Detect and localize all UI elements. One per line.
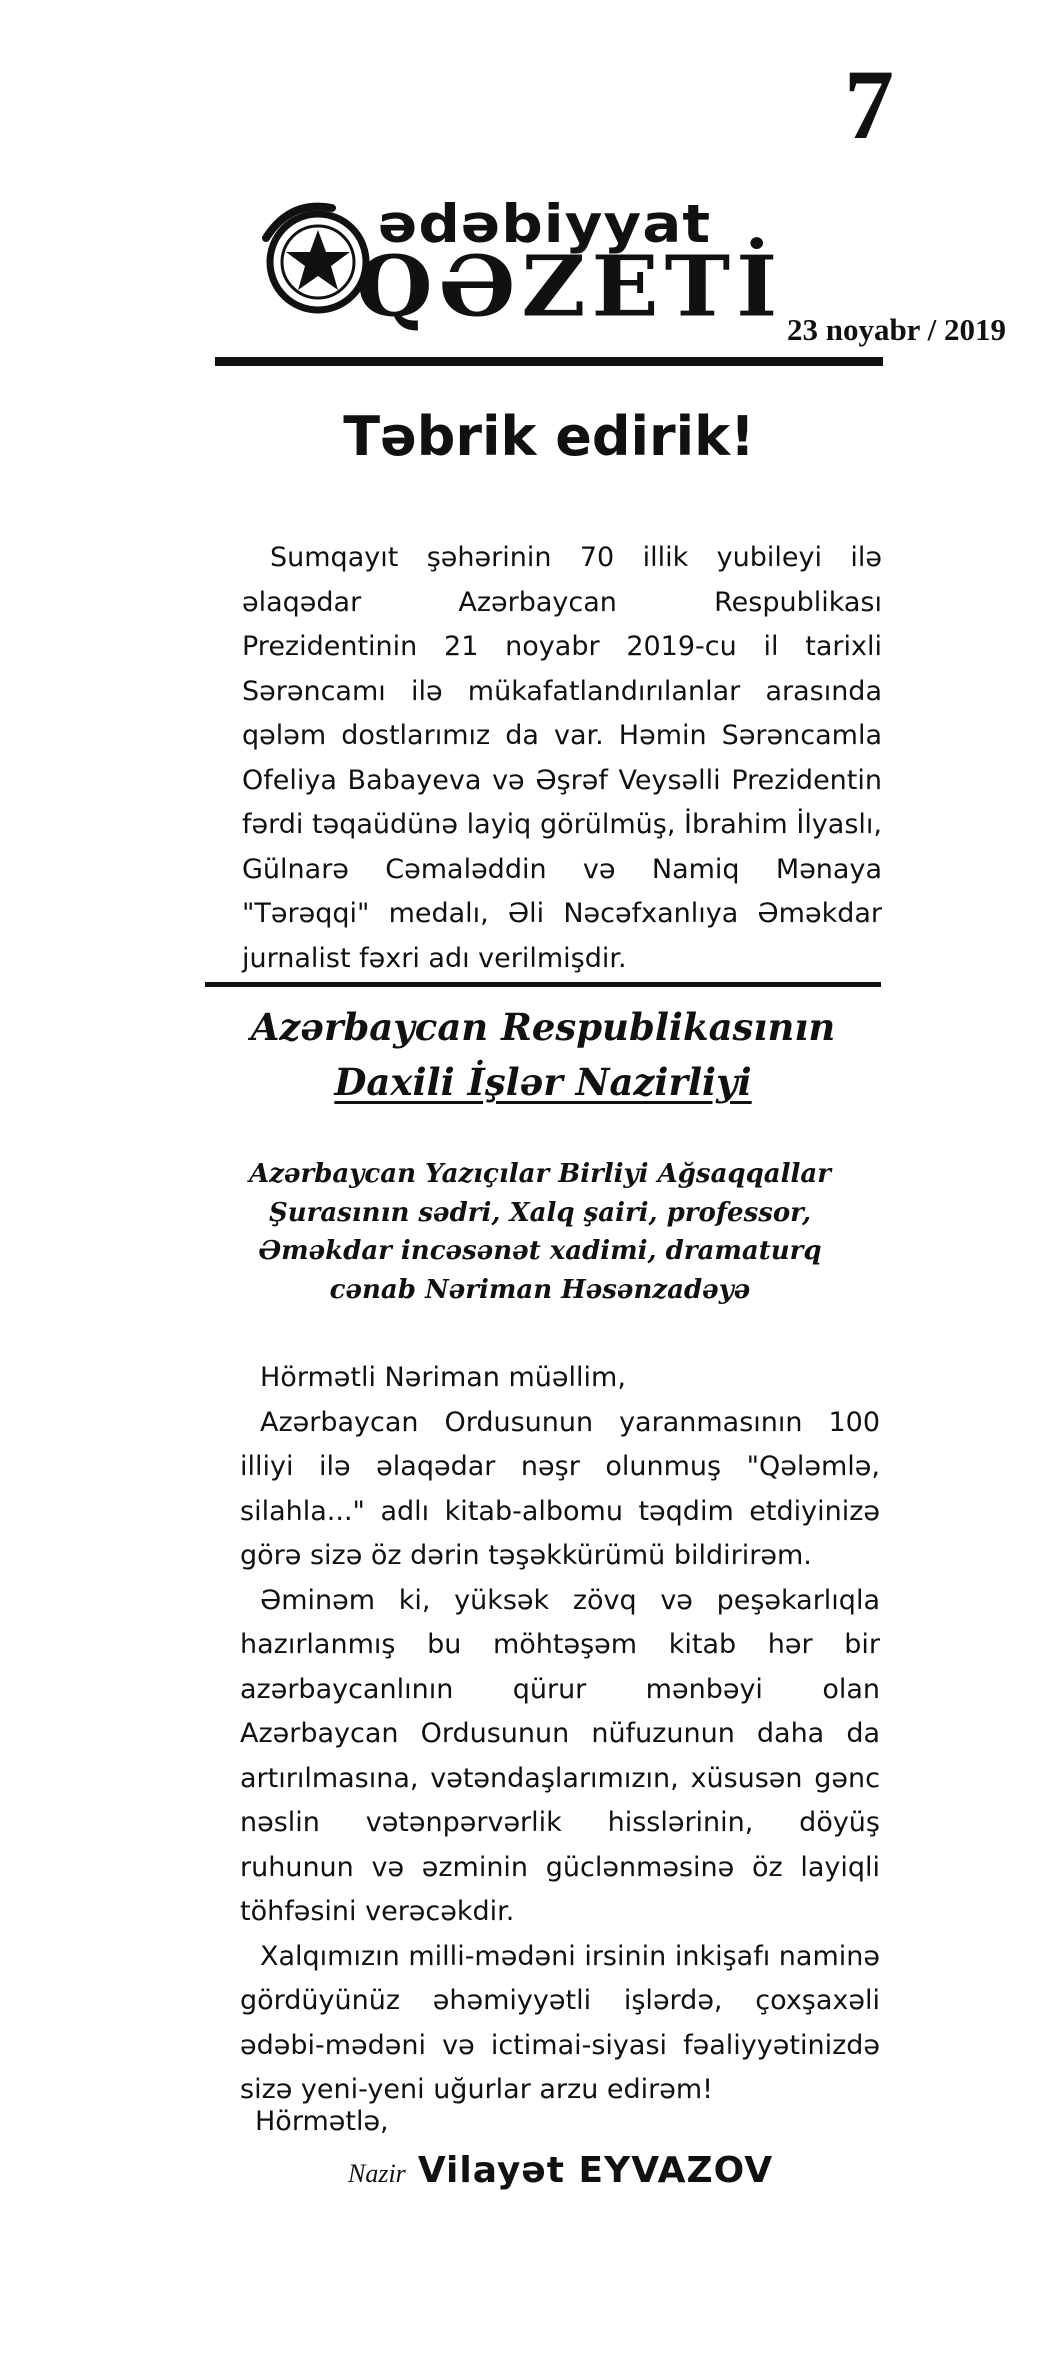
institution-heading xyxy=(195,1000,891,1110)
masthead-logo xyxy=(260,193,784,340)
signature-position: Nazir xyxy=(348,2159,406,2188)
letter-body xyxy=(240,1356,880,2113)
institution-line-2: Daxili İşlər Nazirliyi xyxy=(334,1060,752,1104)
masthead-bottom-text: QƏZETİ xyxy=(356,236,784,336)
letter-paragraph: Xalqımızın milli-mədəni irsinin inkişafı naminə gördüyünüz əhəmiyyətli işlərdə, çoxşaxəli ədəbi-mədəni və ictimai-siyasi fəaliyyətinizdə sizə yeni-yeni uğurlar arzu edirəm! xyxy=(240,1940,880,2105)
article-title: Təbrik edirik! xyxy=(343,405,755,468)
letter-greeting: Hörmətli Nəriman müəllim, xyxy=(260,1362,626,1393)
addressee-block: Azərbaycan Yazıçılar Birliyi Ağsaqqallar Şurasının sədri, Xalq şairi, professor, Əməkdar incəsənət xadimi, dramaturq cənab Nəriman Həsənzadəyə xyxy=(249,1159,831,1305)
letter-paragraph: Azərbaycan Ordusunun yaranmasının 100 illiyi ilə əlaqədar nəşr olunmuş "Qələmlə, silahla..." adlı kitab-albomu təqdim etdiyinizə görə sizə öz dərin təşəkkürümü bildirirəm. xyxy=(240,1406,880,1571)
section-divider xyxy=(205,982,881,987)
letter-paragraph: Əminəm ki, yüksək zövq və peşəkarlıqla hazırlanmış bu möhtəşəm kitab hər bir azərbaycanlının qürur mənbəyi olan Azərbaycan Ordusunun nüfuzunun daha da artırılmasına, vətəndaşlarımızın, xüsusən gənc nəslin vətənpərvərlik hisslərinin, döyüş ruhunun və əzminin güclənməsinə öz layiqli töhfəsini verəcəkdir. xyxy=(240,1584,880,1927)
signature-line xyxy=(348,2150,908,2191)
issue-date: 23 noyabr / 2019 xyxy=(786,312,1006,347)
masthead-top-text: ədəbiyyat xyxy=(378,193,712,255)
letter-closing: Hörmətlə, xyxy=(255,2106,389,2137)
institution-line-1: Azərbaycan Respublikasının xyxy=(250,1005,836,1049)
announcement-paragraph: Sumqayıt şəhərinin 70 illik yubileyi ilə əlaqədar Azərbaycan Respublikası Prezidentinin 21 noyabr 2019-cu il tarixli Sərəncamı ilə mükafatlandırılanlar arasında qələm dostlarımız da var. Həmin Sərəncamla Ofeliya Babayeva və Əşrəf Veysəlli Prezidentin fərdi təqaüdünə layiq görülmüş, İbrahim İlyaslı, Gülnarə Cəmaləddin və Namiq Mənaya "Tərəqqi" medalı, Əli Nəcəfxanlıya Əməkdar jurnalist fəxri adı verilmişdir. xyxy=(242,542,882,974)
page-number: 7 xyxy=(844,49,894,160)
signature-name: Vilayət EYVAZOV xyxy=(417,2150,774,2191)
header-divider xyxy=(215,357,883,366)
